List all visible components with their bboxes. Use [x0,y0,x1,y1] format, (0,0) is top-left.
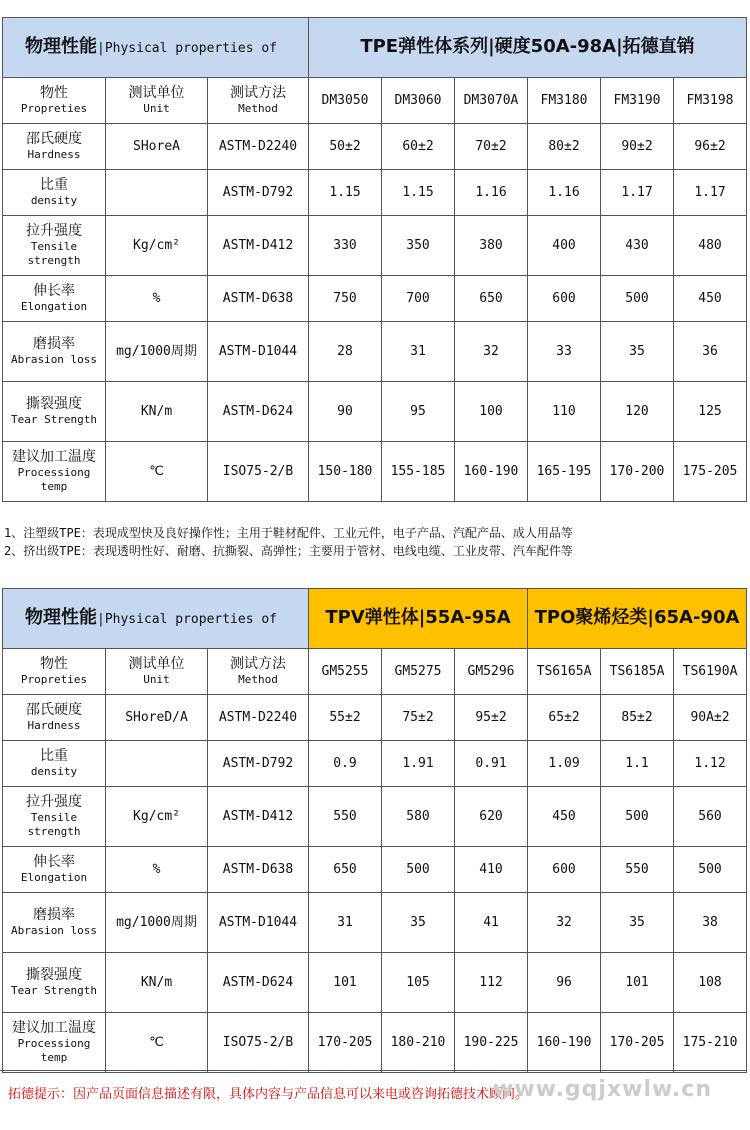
value-cell: 1.91 [382,741,455,787]
unit-cell [106,170,208,216]
value-cell: 33 [528,322,601,382]
col-header-unit: 测试单位 Unit [106,78,208,124]
tpv-tpo-properties-table [2,588,747,1073]
property-name: 撕裂强度 Tear Strength [3,953,106,1013]
value-cell: 155-185 [382,442,455,502]
header-title-cn: 物理性能 [25,35,97,57]
property-name: 建议加工温度 Processiong temp [3,442,106,502]
value-cell: 32 [455,322,528,382]
table-row [3,1013,747,1073]
unit-cell [106,741,208,787]
value-cell: 400 [528,216,601,276]
unit-cell: Kg/cm² [106,216,208,276]
value-cell: 500 [601,276,674,322]
value-cell: 175-205 [674,442,747,502]
grade-header: FM3198 [674,78,747,124]
header-title-en: |Physical properties of [97,611,278,627]
col-header-unit: 测试单位 Unit [106,649,208,695]
value-cell: 550 [601,847,674,893]
value-cell: 60±2 [382,124,455,170]
method-cell: ASTM-D412 [208,787,309,847]
grade-header: DM3060 [382,78,455,124]
table-row [3,695,747,741]
value-cell: 101 [309,953,382,1013]
value-cell: 0.91 [455,741,528,787]
value-cell: 105 [382,953,455,1013]
column-header-row [3,649,747,695]
method-cell: ASTM-D638 [208,847,309,893]
value-cell: 0.9 [309,741,382,787]
value-cell: 90±2 [601,124,674,170]
value-cell: 450 [674,276,747,322]
value-cell: 160-190 [528,1013,601,1073]
value-cell: 550 [309,787,382,847]
footer-tip: 拓德提示：因产品页面信息描述有限，具体内容与产品信息可以来电或咨询拓德技术顾问。 [8,1087,529,1102]
value-cell: 90 [309,382,382,442]
unit-cell: mg/1000周期 [106,322,208,382]
value-cell: 35 [382,893,455,953]
value-cell: 38 [674,893,747,953]
unit-cell: ℃ [106,442,208,502]
col-header-property: 物性 Propreties [3,649,106,695]
value-cell: 165-195 [528,442,601,502]
property-name: 比重 density [3,170,106,216]
property-name: 伸长率 Elongation [3,847,106,893]
method-cell: ASTM-D2240 [208,124,309,170]
value-cell: 41 [455,893,528,953]
grade-header: GM5255 [309,649,382,695]
value-cell: 480 [674,216,747,276]
header-title-cn: 物理性能 [25,606,97,628]
value-cell: 80±2 [528,124,601,170]
value-cell: 1.16 [528,170,601,216]
table-header-left [3,18,309,78]
table-row [3,216,747,276]
col-header-method: 测试方法 Method [208,649,309,695]
value-cell: 330 [309,216,382,276]
table-row [3,170,747,216]
value-cell: 580 [382,787,455,847]
method-cell: ASTM-D1044 [208,893,309,953]
grade-header: TS6190A [674,649,747,695]
value-cell: 96±2 [674,124,747,170]
unit-cell: KN/m [106,382,208,442]
value-cell: 110 [528,382,601,442]
series-title: TPE弹性体系列|硬度50A-98A|拓德直销 [360,35,695,57]
method-cell: ASTM-D2240 [208,695,309,741]
value-cell: 600 [528,276,601,322]
unit-cell: KN/m [106,953,208,1013]
value-cell: 1.15 [309,170,382,216]
value-cell: 1.09 [528,741,601,787]
value-cell: 32 [528,893,601,953]
property-name: 磨损率 Abrasion loss [3,322,106,382]
value-cell: 50±2 [309,124,382,170]
method-cell: ASTM-D624 [208,382,309,442]
value-cell: 160-190 [455,442,528,502]
value-cell: 430 [601,216,674,276]
value-cell: 1.16 [455,170,528,216]
notes [4,524,573,560]
column-header-row [3,78,747,124]
method-cell: ASTM-D792 [208,741,309,787]
value-cell: 55±2 [309,695,382,741]
value-cell: 1.15 [382,170,455,216]
value-cell: 350 [382,216,455,276]
unit-cell: mg/1000周期 [106,893,208,953]
method-cell: ASTM-D638 [208,276,309,322]
table-row [3,953,747,1013]
value-cell: 1.1 [601,741,674,787]
grade-header: FM3180 [528,78,601,124]
grade-header: TS6165A [528,649,601,695]
value-cell: 620 [455,787,528,847]
value-cell: 410 [455,847,528,893]
method-cell: ASTM-D624 [208,953,309,1013]
value-cell: 125 [674,382,747,442]
value-cell: 1.17 [601,170,674,216]
value-cell: 95±2 [455,695,528,741]
table-row [3,893,747,953]
value-cell: 75±2 [382,695,455,741]
method-cell: ASTM-D1044 [208,322,309,382]
grade-header: TS6185A [601,649,674,695]
value-cell: 35 [601,322,674,382]
property-name: 伸长率 Elongation [3,276,106,322]
property-name: 撕裂强度 Tear Strength [3,382,106,442]
value-cell: 1.12 [674,741,747,787]
value-cell: 65±2 [528,695,601,741]
property-name: 邵氏硬度 Hardness [3,124,106,170]
value-cell: 85±2 [601,695,674,741]
unit-cell: SHoreD/A [106,695,208,741]
grade-header: GM5296 [455,649,528,695]
value-cell: 36 [674,322,747,382]
value-cell: 28 [309,322,382,382]
table-row [3,124,747,170]
value-cell: 108 [674,953,747,1013]
note-line: 2、挤出级TPE：表现透明性好、耐磨、抗撕裂、高弹性；主要用于管材、电线电缆、工业皮带、汽车配件等 [4,544,573,558]
grade-header: DM3050 [309,78,382,124]
value-cell: 175-210 [674,1013,747,1073]
grade-header: FM3190 [601,78,674,124]
method-cell: ISO75-2/B [208,442,309,502]
value-cell: 70±2 [455,124,528,170]
watermark: www.gqjxwlw.cn [493,1077,712,1102]
grade-header: GM5275 [382,649,455,695]
property-name: 拉升强度 Tensile strength [3,216,106,276]
value-cell: 170-205 [309,1013,382,1073]
value-cell: 31 [309,893,382,953]
col-header-property: 物性 Propreties [3,78,106,124]
value-cell: 650 [309,847,382,893]
value-cell: 180-210 [382,1013,455,1073]
footer [0,1070,746,1129]
value-cell: 95 [382,382,455,442]
property-name: 建议加工温度 Processiong temp [3,1013,106,1073]
grade-header: DM3070A [455,78,528,124]
value-cell: 190-225 [455,1013,528,1073]
value-cell: 170-200 [601,442,674,502]
method-cell: ISO75-2/B [208,1013,309,1073]
property-name: 邵氏硬度 Hardness [3,695,106,741]
value-cell: 500 [601,787,674,847]
value-cell: 500 [382,847,455,893]
table-row [3,741,747,787]
value-cell: 112 [455,953,528,1013]
unit-cell: SHoreA [106,124,208,170]
value-cell: 1.17 [674,170,747,216]
value-cell: 750 [309,276,382,322]
value-cell: 31 [382,322,455,382]
tpo-header: TPO聚烯烃类|65A-90A [528,589,747,649]
value-cell: 100 [455,382,528,442]
value-cell: 560 [674,787,747,847]
table-row [3,787,747,847]
table-row [3,322,747,382]
value-cell: 450 [528,787,601,847]
property-name: 拉升强度 Tensile strength [3,787,106,847]
table-header-right [309,18,747,78]
table-row [3,847,747,893]
tpe-properties-table [2,17,747,502]
value-cell: 650 [455,276,528,322]
value-cell: 120 [601,382,674,442]
value-cell: 35 [601,893,674,953]
note-line: 1、注塑级TPE：表现成型快及良好操作性；主用于鞋材配件、工业元件，电子产品、汽配产品、成人用品等 [4,526,573,540]
method-cell: ASTM-D412 [208,216,309,276]
table-row [3,276,747,322]
method-cell: ASTM-D792 [208,170,309,216]
value-cell: 101 [601,953,674,1013]
property-name: 磨损率 Abrasion loss [3,893,106,953]
col-header-method: 测试方法 Method [208,78,309,124]
value-cell: 380 [455,216,528,276]
tpv-header: TPV弹性体|55A-95A [309,589,528,649]
table-row [3,382,747,442]
unit-cell: ℃ [106,1013,208,1073]
value-cell: 90A±2 [674,695,747,741]
header-title-en: |Physical properties of [97,40,278,56]
table-row [3,442,747,502]
value-cell: 96 [528,953,601,1013]
property-name: 比重 density [3,741,106,787]
value-cell: 170-205 [601,1013,674,1073]
value-cell: 700 [382,276,455,322]
table-header-left [3,589,309,649]
unit-cell: Kg/cm² [106,787,208,847]
value-cell: 600 [528,847,601,893]
value-cell: 500 [674,847,747,893]
unit-cell: % [106,276,208,322]
value-cell: 150-180 [309,442,382,502]
unit-cell: % [106,847,208,893]
